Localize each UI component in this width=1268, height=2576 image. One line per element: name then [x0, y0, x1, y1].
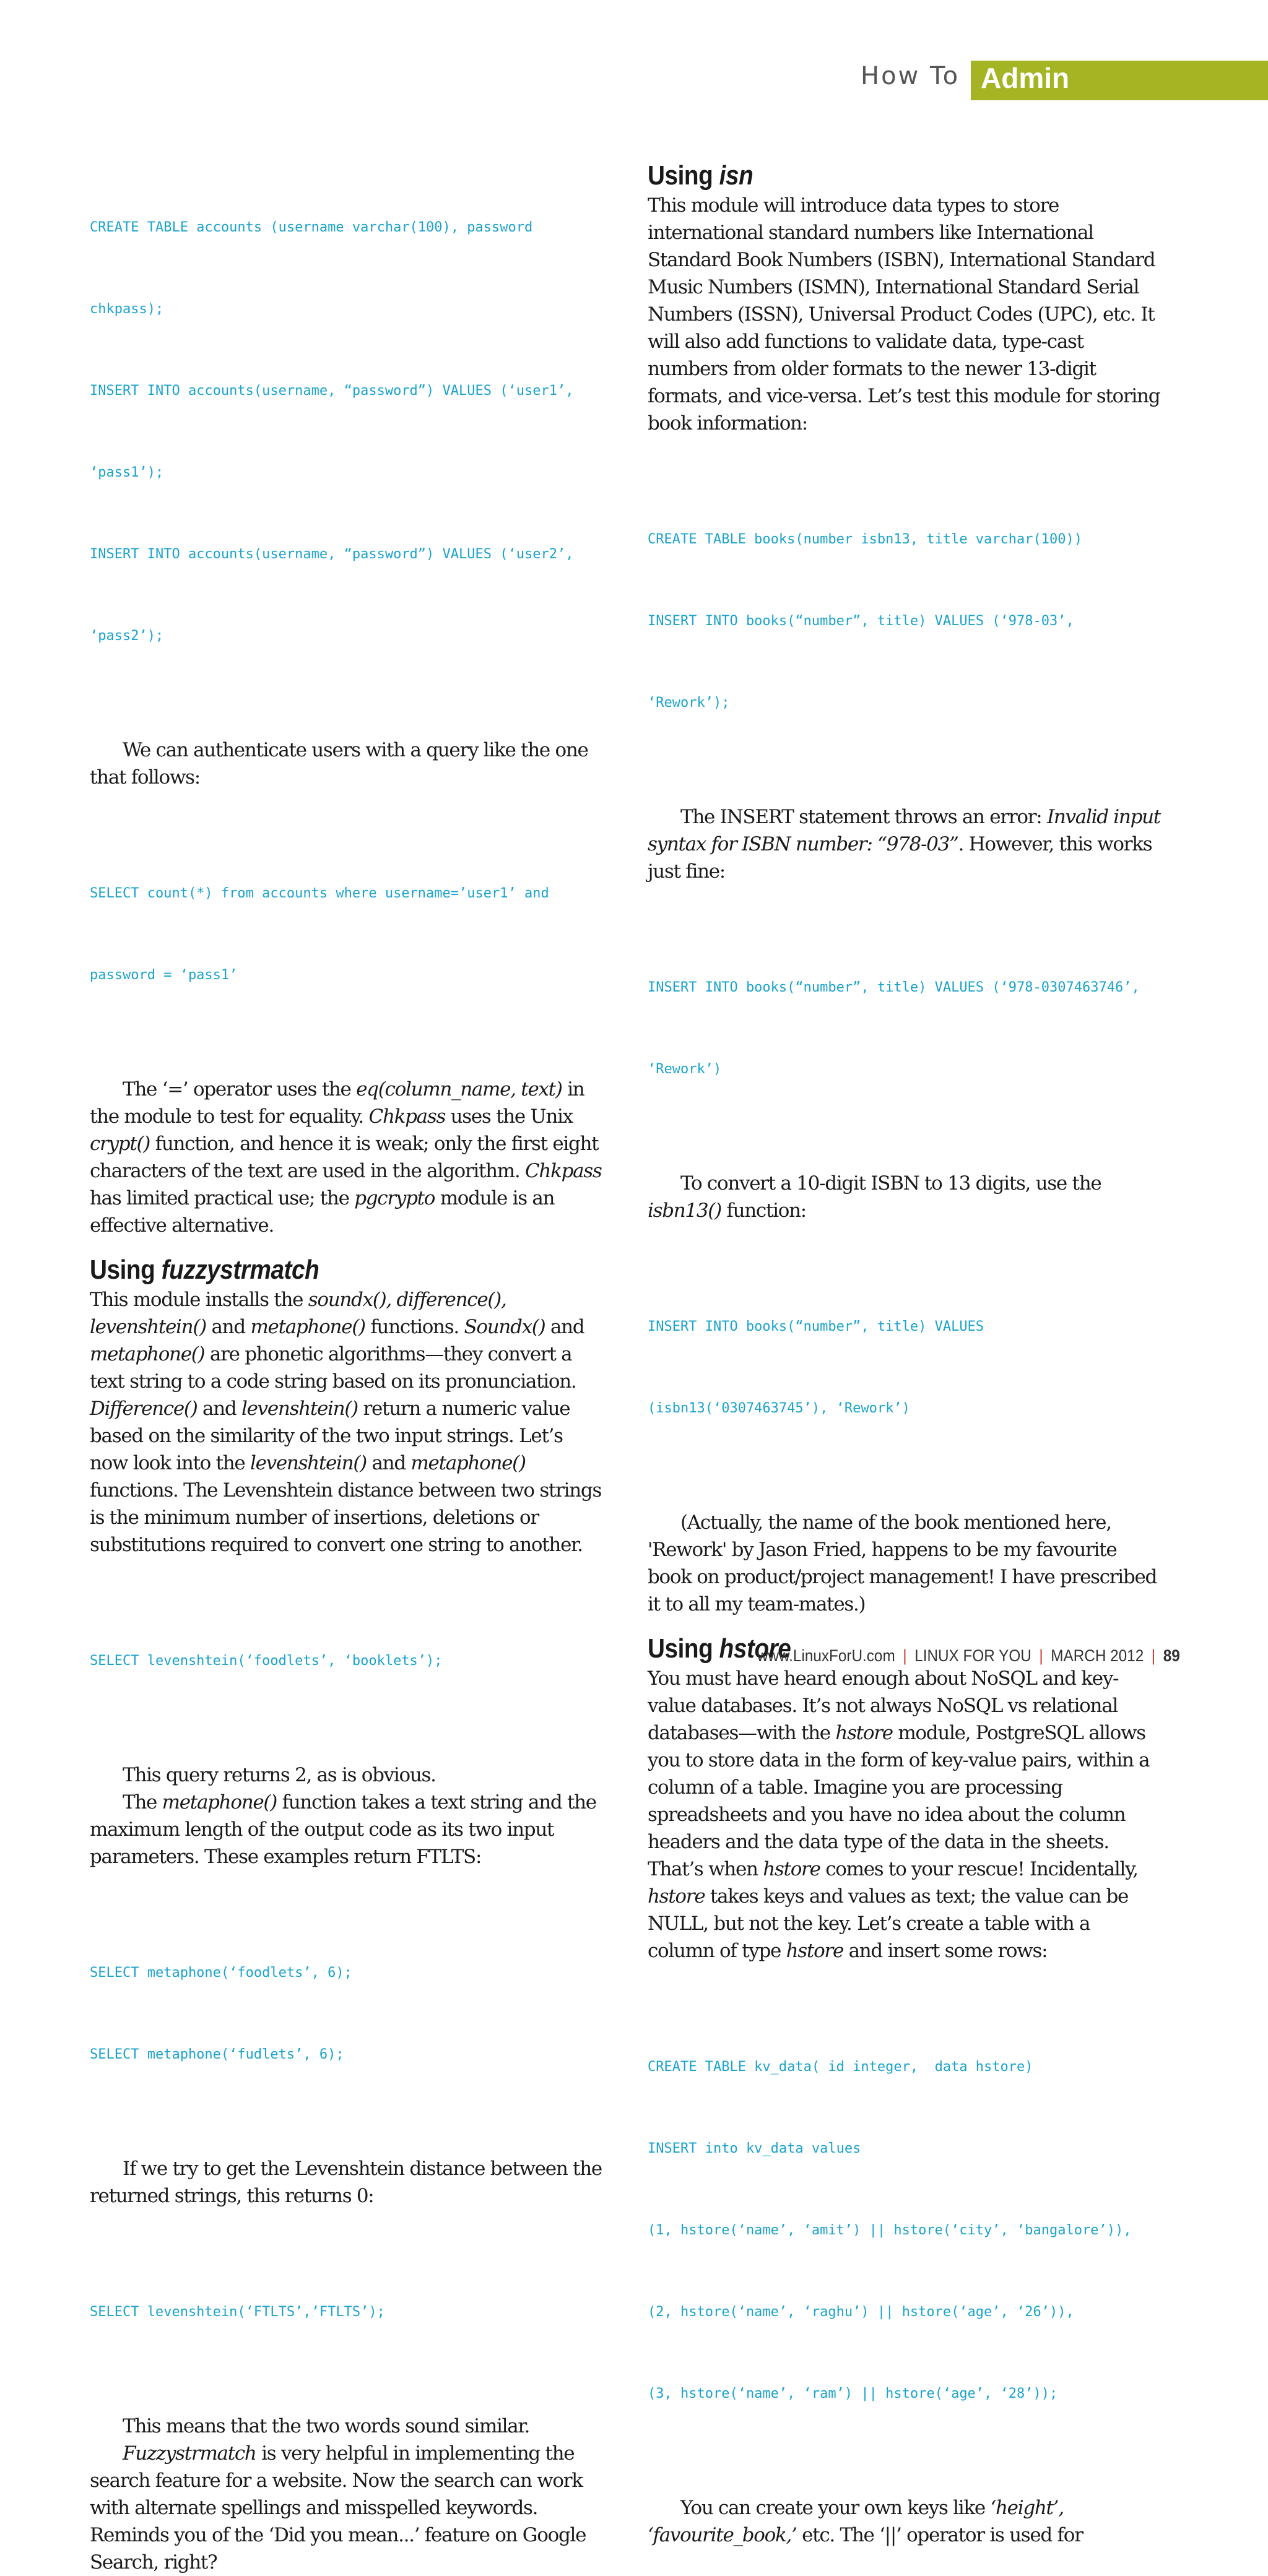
- code-line: SELECT levenshtein(‘foodlets’, ‘booklets’);: [90, 1653, 443, 1669]
- code-line: INSERT INTO books(“number”, title) VALUES (‘978-0307463746’,: [648, 980, 1140, 995]
- footer-separator: |: [903, 1646, 907, 1665]
- code-line: ‘pass2’);: [90, 628, 164, 644]
- code-line: INSERT INTO accounts(username, “password”) VALUES (‘user2’,: [90, 547, 574, 562]
- code-line: SELECT levenshtein(‘FTLTS’,’FTLTS’);: [90, 2304, 385, 2320]
- code-line: chkpass);: [90, 301, 164, 317]
- footer-site: www.LinuxForU.com: [757, 1646, 895, 1665]
- paragraph: This module will introduce data types to store international standard numbers like International Standard Book Numbers (ISBN), International Standard Music Numbers (ISMN), International Standard Serial Numbers (ISSN), Universal Product Codes (UPC), etc. It will also add functions to validate data, type-cast numbers from older formats to the newer 13-digit formats, and vice-versa. Let’s test this module for storing book information:: [648, 194, 1160, 434]
- paragraph: The metaphone() function takes a text string and the maximum length of the output code as its two input parameters. These examples return FTLTS:: [90, 1791, 596, 1868]
- code-line: SELECT count(*) from accounts where username=’user1’ and: [90, 886, 549, 901]
- code-line: ‘pass1’);: [90, 465, 164, 480]
- code-line: INSERT into kv_data values: [648, 2141, 861, 2156]
- code-line: SELECT metaphone(‘foodlets’, 6);: [90, 1965, 352, 1981]
- code-block: [648, 920, 1162, 1138]
- right-column: [648, 160, 1162, 2549]
- section-heading: Using isn: [648, 160, 753, 191]
- section-label: How To: [861, 62, 960, 90]
- code-line: (3, hstore(‘name’, ‘ram’) || hstore(‘age’, ‘28’));: [648, 2386, 1058, 2401]
- footer-separator: |: [1152, 1646, 1156, 1665]
- code-block: [90, 160, 604, 704]
- code-line: (isbn13(‘0307463745’), ‘Rework’): [648, 1401, 910, 1416]
- paragraph: The INSERT statement throws an error: Invalid input syntax for ISBN number: “978-03”. However, this works just fine:: [648, 806, 1160, 883]
- code-line: password = ‘pass1’: [90, 967, 238, 983]
- category-label: Admin: [981, 62, 1070, 94]
- code-line: SELECT metaphone(‘fudlets’, 6);: [90, 2047, 344, 2062]
- code-line: (2, hstore(‘name’, ‘raghu’) || hstore(‘age’, ‘26’)),: [648, 2304, 1074, 2320]
- code-block: [648, 1259, 1162, 1477]
- footer-separator: |: [1039, 1646, 1043, 1665]
- code-line: (1, hstore(‘name’, ‘amit’) || hstore(‘city’, ‘bangalore’)),: [648, 2223, 1132, 2238]
- paragraph: The ‘=’ operator uses the eq(column_name, text) in the module to test for equality. Chkpass uses the Unix crypt() function, and hence it is weak; only the first eight characters of the text are used in the algorithm. Chkpass has limited practical use; the pgcrypto module is an effective alternative.: [90, 1078, 602, 1237]
- section-heading: Using hstore: [648, 1633, 791, 1664]
- code-line: INSERT INTO accounts(username, “password”) VALUES (‘user1’,: [90, 383, 574, 399]
- code-line: CREATE TABLE accounts (username varchar(100), password: [90, 220, 533, 235]
- section-heading: Using fuzzystrmatch: [90, 1255, 319, 1285]
- paragraph: If we try to get the Levenshtein distance between the returned strings, this returns 0:: [90, 2158, 602, 2207]
- paragraph: Fuzzystrmatch is very helpful in implementing the search feature for a website. Now the search can work with alternate spellings and misspelled keywords. Reminds you of the ‘Did you mean...’ feature on Google Search, right?: [90, 2442, 586, 2574]
- code-block: [90, 2244, 604, 2380]
- code-line: ‘Rework’);: [648, 695, 730, 711]
- paragraph: This query returns 2, as is obvious.: [123, 1764, 436, 1786]
- paragraph: (Actually, the name of the book mentioned here, 'Rework' by Jason Fried, happens to be my favourite book on product/project management! I have prescribed it to all my team-mates.): [648, 1511, 1157, 1615]
- paragraph: We can authenticate users with a query like the one that follows:: [90, 739, 588, 789]
- code-block: [90, 1905, 604, 2123]
- paragraph: This module installs the soundx(), difference(), levenshtein() and metaphone() functions. Soundx() and metaphone() are phonetic algorithms—they convert a text string to a code string based on its pronunciation. Difference() and levenshtein() return a numeric value based on the similarity of the two input strings. Let’s now look into the levenshtein() and metaphone() functions. The Levenshtein distance between two strings is the minimum number of insertions, deletions or substitutions required to convert one string to another.: [90, 1289, 602, 1556]
- code-line: CREATE TABLE books(number isbn13, title varchar(100)): [648, 532, 1082, 547]
- footer-issue: MARCH 2012: [1051, 1646, 1144, 1665]
- code-line: ‘Rework’): [648, 1061, 722, 1077]
- code-block: [90, 826, 604, 1044]
- paragraph: To convert a 10-digit ISBN to 13 digits, use the isbn13() function:: [648, 1172, 1101, 1222]
- code-line: INSERT INTO books(“number”, title) VALUES (‘978-03’,: [648, 613, 1074, 629]
- page-number: 89: [1163, 1646, 1180, 1665]
- code-line: CREATE TABLE kv_data( id integer, data hstore): [648, 2059, 1033, 2075]
- page-footer: [757, 1646, 1180, 1666]
- paragraph: You must have heard enough about NoSQL and key-value databases. It’s not always NoSQL vs relational databases—with the hstore module, PostgreSQL allows you to store data in the form of key-value pairs, within a column of a table. Imagine you are processing spreadsheets and you have no idea about the column headers and the data type of the data in the sheets. That’s when hstore comes to your rescue! Incidentally, hstore takes keys and values as text; the value can be NULL, but not the key. Let’s create a table with a column of type hstore and insert some rows:: [648, 1667, 1150, 1962]
- code-line: INSERT INTO books(“number”, title) VALUES: [648, 1319, 984, 1334]
- code-block: [90, 1593, 604, 1729]
- paragraph: You can create your own keys like ‘height’, ‘favourite_book,’ etc. The ‘||’ operator is used for: [648, 2497, 1083, 2546]
- code-block: [648, 472, 1162, 771]
- paragraph: This means that the two words sound similar.: [123, 2415, 530, 2437]
- left-column: [90, 160, 604, 2576]
- code-block: [648, 1999, 1162, 2462]
- footer-magazine: LINUX FOR YOU: [914, 1646, 1032, 1665]
